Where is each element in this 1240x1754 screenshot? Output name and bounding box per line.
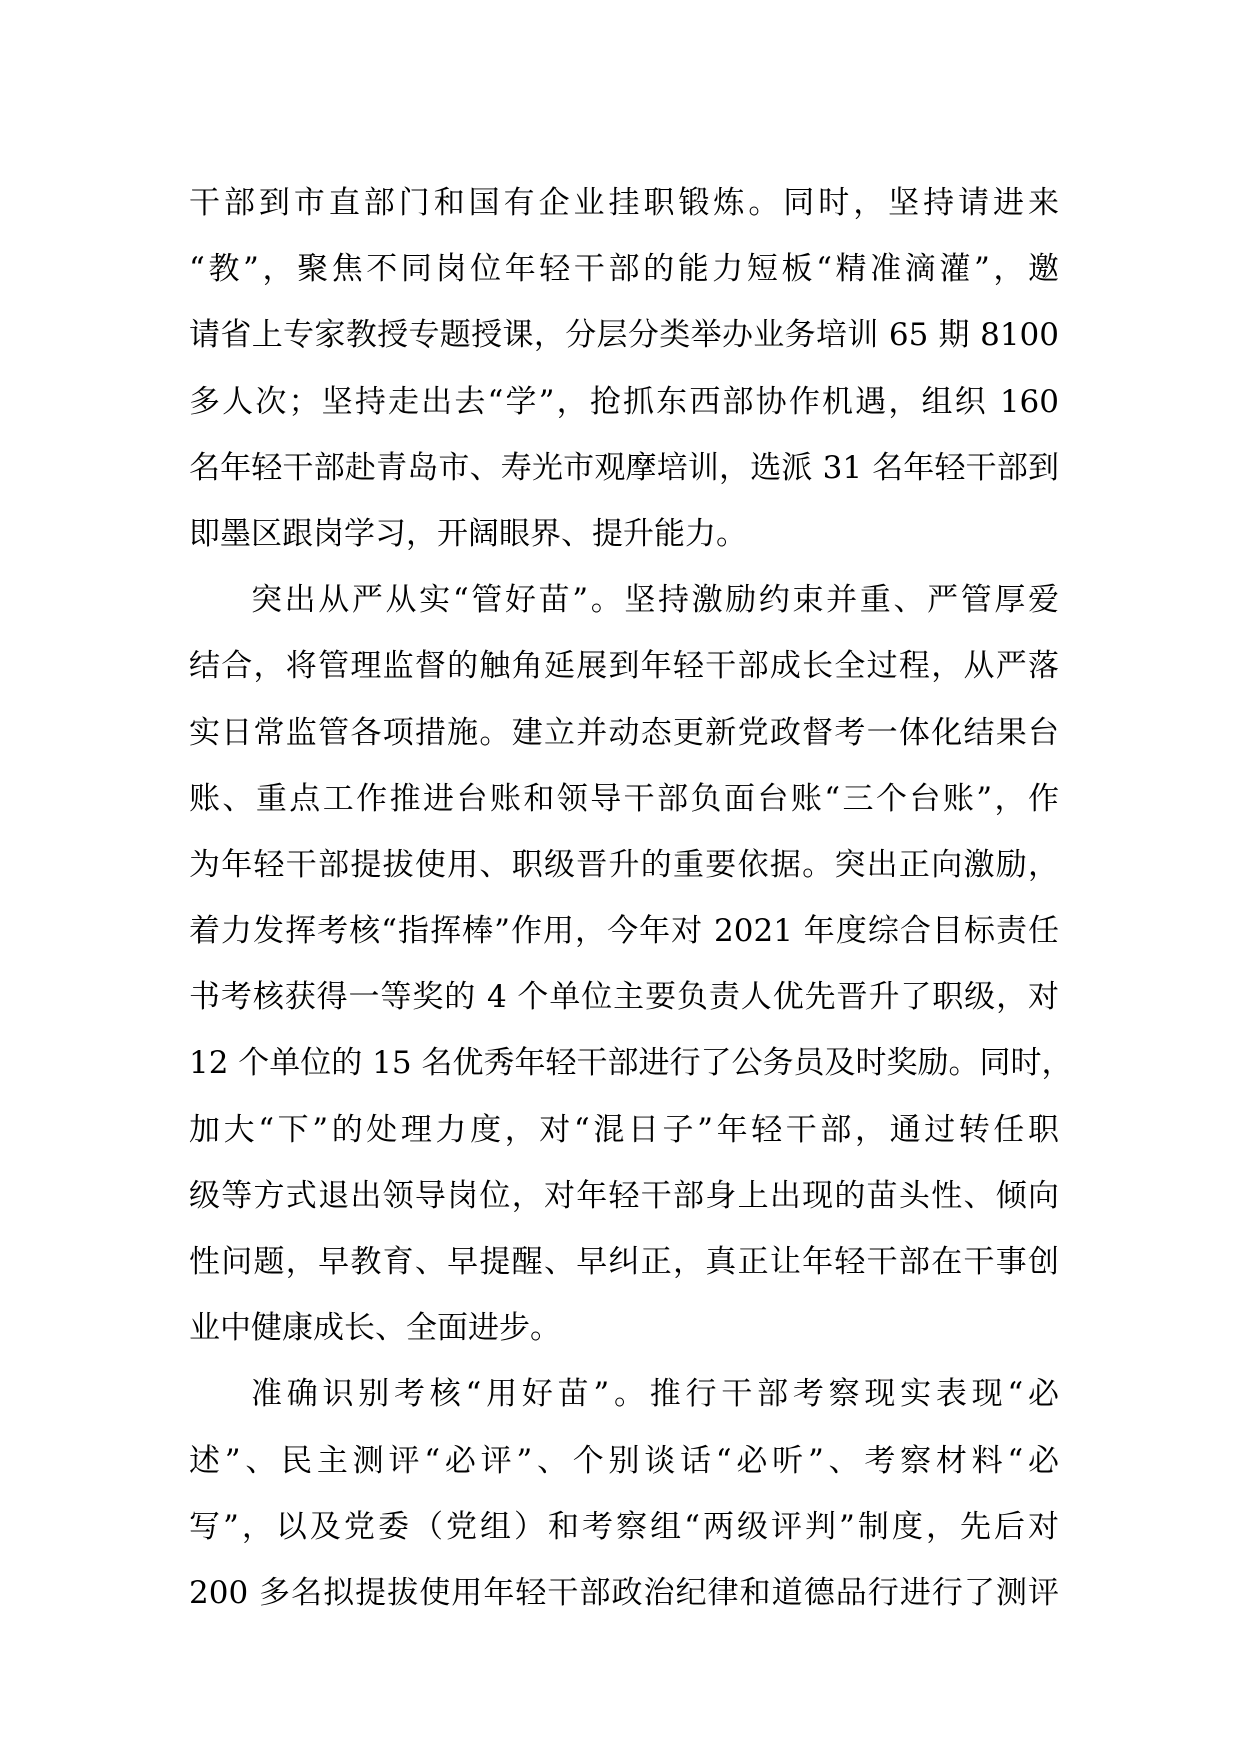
text-line: 12 个单位的 15 名优秀年轻干部进行了公务员及时奖励。同时， xyxy=(189,1045,1073,1082)
text-line: 请省上专家教授专题授课，分层分类举办业务培训 65 期 8100 xyxy=(189,317,1059,354)
text-line: 即墨区跟岗学习，开阔眼界、提升能力。 xyxy=(189,515,747,552)
document-body xyxy=(189,170,1073,1626)
text-line: 准确识别考核“用好苗”。推行干部考察现实表现“必 xyxy=(251,1376,1059,1413)
text-line: 为年轻干部提拔使用、职级晋升的重要依据。突出正向激励， xyxy=(189,846,1059,883)
text-line: 性问题，早教育、早提醒、早纠正，真正让年轻干部在干事创 xyxy=(189,1244,1059,1280)
text-line: 名年轻干部赴青岛市、寿光市观摩培训，选派 31 名年轻干部到 xyxy=(189,449,1059,486)
text-line: 着力发挥考核“指挥棒”作用，今年对 2021 年度综合目标责任 xyxy=(189,913,1059,950)
text-line: 述”、民主测评“必评”、个别谈话“必听”、考察材料“必 xyxy=(189,1442,1059,1479)
text-line: 写”，以及党委（党组）和考察组“两级评判”制度，先后对 xyxy=(189,1508,1059,1545)
text-line: 书考核获得一等奖的 4 个单位主要负责人优先晋升了职级，对 xyxy=(189,979,1059,1016)
text-line: 实日常监管各项措施。建立并动态更新党政督考一体化结果台 xyxy=(189,714,1059,751)
text-line: 级等方式退出领导岗位，对年轻干部身上出现的苗头性、倾向 xyxy=(189,1177,1059,1214)
text-line: 200 多名拟提拔使用年轻干部政治纪律和道德品行进行了测评 xyxy=(189,1574,1059,1611)
text-line: 突出从严从实“管好苗”。坚持激励约束并重、严管厚爱 xyxy=(251,582,1059,619)
text-line: 账、重点工作推进台账和领导干部负面台账“三个台账”，作 xyxy=(189,780,1059,817)
text-line: 多人次；坚持走出去“学”，抢抓东西部协作机遇，组织 160 xyxy=(189,383,1059,420)
text-line: 干部到市直部门和国有企业挂职锻炼。同时，坚持请进来 xyxy=(189,185,1059,221)
text-line: 业中健康成长、全面进步。 xyxy=(189,1310,561,1347)
text-line: 加大“下”的处理力度，对“混日子”年轻干部，通过转任职 xyxy=(189,1111,1059,1148)
text-line: 结合，将管理监督的触角延展到年轻干部成长全过程，从严落 xyxy=(189,648,1059,685)
text-line: “教”，聚焦不同岗位年轻干部的能力短板“精准滴灌”，邀 xyxy=(189,251,1059,288)
